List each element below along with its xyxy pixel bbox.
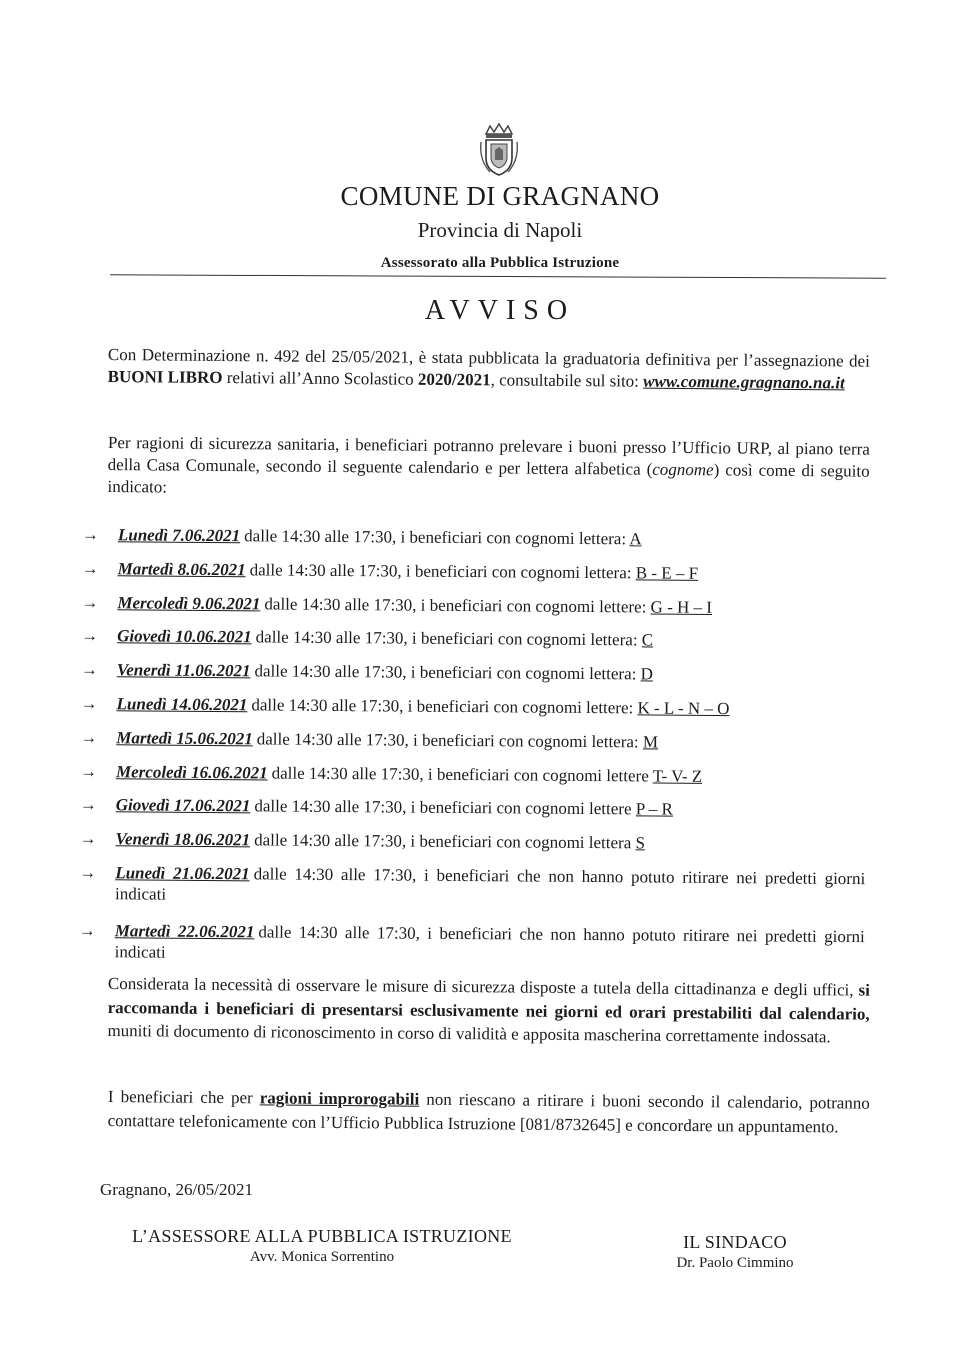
schedule-date: Venerdì 11.06.2021 [116, 660, 251, 681]
arrow-icon: → [81, 558, 99, 578]
notice-title: AVVISO [424, 295, 576, 326]
schedule-letters: A [629, 529, 642, 549]
arrow-icon: → [79, 761, 98, 781]
schedule-row [82, 524, 882, 551]
schedule-row [81, 592, 881, 619]
safety-paragraph [107, 972, 870, 1049]
arrow-icon: → [81, 524, 99, 545]
schedule-text: dalle 14:30 alle 17:30, i beneficiari con cognomi lettere: [251, 695, 638, 718]
arrow-icon: → [79, 795, 97, 815]
schedule-row [81, 625, 881, 652]
schedule-date: Venerdì 18.06.2021 [115, 829, 251, 850]
schedule-row [82, 558, 882, 585]
arrow-icon: → [78, 920, 96, 941]
schedule-text: dalle 14:30 alle 17:30, i beneficiari con cognomi lettera: [244, 526, 630, 549]
assessor-role: L’ASSESSORE ALLA PUBBLICA ISTRUZIONE [132, 1226, 512, 1246]
schedule-letters: D [640, 664, 654, 684]
schedule-row-makeup [79, 920, 865, 968]
schedule-letters: K - L - N – O [637, 698, 730, 719]
schedule-text: dalle 14:30 alle 17:30, i beneficiari con cognomi lettere [254, 796, 636, 819]
contact-paragraph [108, 1085, 870, 1139]
schedule-text: dalle 14:30 alle 17:30, i beneficiari che non hanno potuto ritirare nei predetti giorni indicati [114, 922, 865, 962]
schedule-row [81, 693, 881, 720]
schedule-date: Martedì 22.06.2021 [114, 921, 255, 942]
schedule-letters: S [635, 833, 646, 853]
mayor-name: Dr. Paolo Cimmino [676, 1255, 794, 1271]
contact-text: I beneficiari che per [107, 1086, 260, 1108]
intro-paragraph [108, 344, 870, 395]
schedule-date: Lunedì 21.06.2021 [115, 863, 250, 884]
arrow-icon: → [79, 829, 97, 849]
instructions-text-2: ) così come di seguito indicato: [107, 460, 870, 497]
safety-text-2: muniti di documento di riconoscimento in corso di validità e apposita mascherina correttamente indossata. [107, 1020, 831, 1047]
intro-bold-school-year: 2020/2021 [417, 369, 491, 390]
contact-bold-text: ragioni improrogabili [259, 1088, 420, 1109]
assessor-signature-block [102, 1226, 542, 1266]
intro-bold-buoni-libro: BUONI LIBRO [107, 366, 223, 388]
schedule-text: dalle 14:30 alle 17:30, i beneficiari che non hanno potuto ritirare nei predetti giorni indicati [115, 864, 866, 904]
municipal-crest-icon [478, 120, 520, 178]
arrow-icon: → [81, 592, 99, 612]
header-divider [110, 274, 886, 278]
schedule-row [80, 727, 880, 754]
schedule-date: Lunedì 14.06.2021 [116, 694, 248, 715]
intro-text-3: , consultabile sul sito: [490, 370, 644, 391]
schedule-letters: P – R [635, 799, 674, 820]
arrow-icon: → [80, 693, 98, 714]
assessor-name: Avv. Monica Sorrentino [249, 1249, 395, 1265]
instructions-italic-cognome: cognome [652, 459, 714, 480]
schedule-letters: B - E – F [635, 563, 699, 583]
schedule-text: dalle 14:30 alle 17:30, i beneficiari con cognomi lettera: [256, 729, 644, 752]
schedule-date: Mercoledì 16.06.2021 [115, 761, 268, 783]
arrow-icon: → [81, 626, 99, 646]
schedule-date: Giovedì 10.06.2021 [117, 626, 252, 647]
intro-text: Con Determinazione n. 492 del 25/05/2021, è stata pubblicata la graduatoria definitiva per l’assegnazione dei [107, 344, 870, 371]
website-link[interactable]: www.comune.gragnano.na.it [643, 371, 845, 393]
schedule-row [80, 794, 880, 821]
schedule-text: dalle 14:30 alle 17:30, i beneficiari con cognomi lettera [254, 830, 636, 853]
schedule-text: dalle 14:30 alle 17:30, i beneficiari con cognomi lettere [271, 763, 653, 786]
schedule-date: Martedì 15.06.2021 [116, 728, 253, 749]
place-and-date: Gragnano, 26/05/2021 [100, 1180, 253, 1199]
schedule-date: Giovedì 17.06.2021 [115, 795, 251, 816]
schedule-text: dalle 14:30 alle 17:30, i beneficiari con cognomi lettera: [254, 661, 641, 684]
safety-text: Considerata la necessità di osservare le misure di sicurezza disposte a tutela della cittadinanza e degli uffici, [107, 973, 859, 1000]
instructions-text: Per ragioni di sicurezza sanitaria, i beneficiari potranno prelevare i buoni presso l’Ufficio URP, al piano terra della Casa Comunale, secondo il seguente calendario e per lettera alfabetica ( [107, 432, 870, 479]
schedule-date: Mercoledì 9.06.2021 [117, 592, 261, 613]
schedule-text: dalle 14:30 alle 17:30, i beneficiari con cognomi lettera: [255, 627, 642, 650]
schedule-letters: C [641, 630, 654, 650]
schedule-row [79, 828, 879, 855]
schedule-row [80, 761, 880, 788]
contact-text-2: non riescano a ritirare i buoni secondo il calendario, potranno contattare telefonicamente con l’Ufficio Pubblica Istruzione [081/8732645] e concordare un appuntamento. [107, 1089, 870, 1136]
schedule-date: Martedì 8.06.2021 [117, 559, 246, 580]
schedule-row [81, 659, 881, 686]
pickup-schedule [78, 524, 882, 984]
municipality-title: COMUNE DI GRAGNANO [340, 181, 660, 211]
safety-bold-text: si raccomanda i beneficiari di presentarsi esclusivamente nei giorni ed orari prestabiliti dal calendario, [107, 980, 870, 1024]
instructions-paragraph [107, 432, 870, 505]
department-name: Assessorato alla Pubblica Istruzione [380, 255, 620, 271]
intro-text-2: relativi all’Anno Scolastico [222, 368, 419, 389]
schedule-letters: G - H – I [650, 597, 713, 617]
schedule-row-makeup [79, 862, 865, 910]
mayor-signature-block [640, 1232, 830, 1272]
arrow-icon: → [80, 660, 98, 680]
schedule-date: Lunedì 7.06.2021 [117, 525, 241, 546]
arrow-icon: → [79, 862, 97, 883]
schedule-letters: M [642, 732, 659, 752]
mayor-role: IL SINDACO [683, 1232, 787, 1252]
province-subtitle: Provincia di Napoli [417, 218, 583, 242]
schedule-text: dalle 14:30 alle 17:30, i beneficiari con cognomi lettera: [249, 560, 636, 583]
schedule-text: dalle 14:30 alle 17:30, i beneficiari con cognomi lettere: [264, 594, 651, 617]
arrow-icon: → [80, 727, 98, 747]
schedule-letters: T- V- Z [652, 766, 703, 786]
